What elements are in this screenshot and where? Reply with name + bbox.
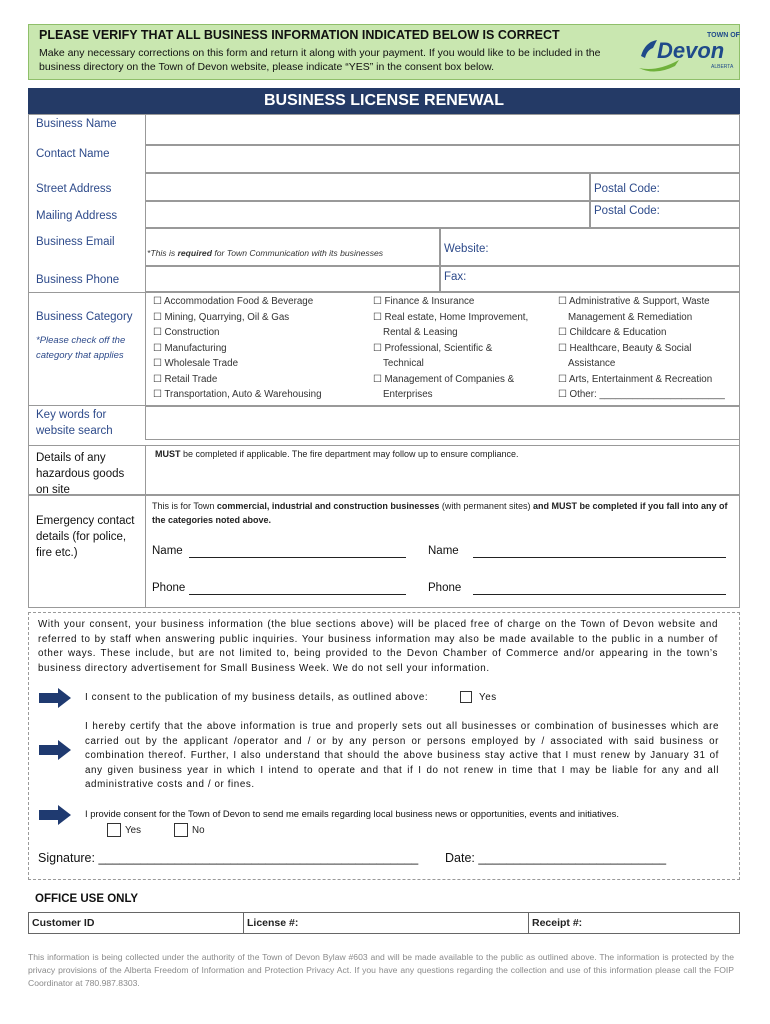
hazardous-label: Details of any hazardous goods on site: [36, 452, 125, 496]
certification-text: I hereby certify that the above information is true and properly sets out all businesses or combination of businesses which are carried out by the applicant /operator and / or by any person or persons employed by / associated with said business or combination thereof. Further, I also understand that should the above business stay active that I must renew by January 31 of any given business year in which I intend to operate and that if I do not renew in time that I may be liable for any and all administrative costs and / or fines.: [85, 721, 719, 790]
emergency-name-field-1[interactable]: [189, 557, 406, 558]
category-option[interactable]: ☐ Real estate, Home Improvement,: [373, 311, 529, 323]
category-option[interactable]: ☐ Mining, Quarrying, Oil & Gas: [153, 311, 290, 323]
consent-publication-text: I consent to the publication of my business details, as outlined above:: [85, 692, 429, 703]
website-label: Website:: [444, 243, 489, 255]
category-option[interactable]: ☐ Administrative & Support, Waste: [558, 296, 710, 307]
mailing-address-field[interactable]: [145, 201, 590, 228]
category-option[interactable]: ☐ Wholesale Trade: [153, 358, 239, 369]
business-category-label: Business Category: [36, 311, 133, 323]
category-option[interactable]: ☐ Healthcare, Beauty & Social: [558, 342, 692, 354]
arrow-icon: [38, 805, 72, 825]
arrow-icon: [38, 740, 72, 760]
emergency-name-field-2[interactable]: [473, 557, 726, 558]
svg-text:ALBERTA: ALBERTA: [711, 64, 734, 70]
category-option-cont: Management & Remediation: [568, 311, 693, 323]
email-consent-yes-checkbox[interactable]: [107, 823, 121, 837]
category-option[interactable]: ☐ Finance & Insurance: [373, 296, 475, 307]
category-option[interactable]: ☐ Professional, Scientific &: [373, 342, 493, 354]
town-of-devon-logo: [635, 28, 740, 78]
foip-notice: This information is being collected under the authority of the Town of Devon Bylaw #603 and will be made available to the public as outlined above. The information is protected by the privacy provisions of the Alberta Freedom of Information and Protection Privacy Act. If you have any questions regarding the collection and use of this information please call the FOIP Coordinator at 780.987.8303.: [28, 952, 734, 988]
emergency-phone-label-2: Phone: [428, 582, 462, 594]
verification-notice: [28, 24, 740, 80]
mailing-postal-code-field[interactable]: [590, 201, 740, 228]
contact-name-label: Contact Name: [36, 148, 110, 160]
emergency-note: This is for Town commercial, industrial and construction businesses (with permanent sites) and MUST be completed if you fall into any of the categories noted above.: [152, 501, 728, 525]
business-phone-label: Business Phone: [36, 274, 120, 286]
emergency-phone-label-1: Phone: [152, 582, 186, 594]
category-column-1: [153, 294, 322, 403]
contact-name-field[interactable]: [145, 145, 740, 173]
svg-text:TOWN OF: TOWN OF: [707, 32, 740, 39]
notice-body: Make any necessary corrections on this form and return it along with your payment. If you would like to be included in the business directory on the Town of Devon website, please indicate “YES” in the consent box below.: [39, 47, 601, 73]
emergency-name-label-1: Name: [152, 545, 183, 557]
fax-field[interactable]: [440, 266, 740, 292]
category-option[interactable]: ☐ Other: _______________________: [558, 389, 725, 400]
email-consent-yes-label: Yes: [125, 825, 141, 836]
emergency-label: Emergency contact details (for police, fire etc.): [36, 515, 135, 559]
arrow-icon: [38, 688, 72, 708]
keywords-label: Key words for website search: [36, 409, 113, 437]
category-option-cont: Rental & Leasing: [383, 327, 458, 338]
category-option[interactable]: ☐ Accommodation Food & Beverage: [153, 296, 314, 307]
business-email-field[interactable]: [145, 228, 440, 266]
category-column-2: [373, 294, 528, 403]
street-address-field[interactable]: [145, 173, 590, 201]
signature-line[interactable]: Signature: ______________________________________________: [38, 851, 419, 865]
emergency-name-label-2: Name: [428, 545, 459, 557]
emergency-phone-field-2[interactable]: [473, 594, 726, 595]
keywords-field[interactable]: [145, 406, 740, 440]
customer-id-label: Customer ID: [32, 917, 95, 929]
category-option[interactable]: ☐ Transportation, Auto & Warehousing: [153, 389, 322, 400]
hazardous-note: MUST be completed if applicable. The fire department may follow up to ensure compliance.: [155, 449, 519, 459]
date-line[interactable]: Date: ___________________________: [445, 851, 667, 865]
category-option-cont: Enterprises: [383, 389, 433, 400]
email-consent-no-label: No: [192, 825, 205, 836]
category-option[interactable]: ☐ Arts, Entertainment & Recreation: [558, 373, 713, 385]
mailing-address-label: Mailing Address: [36, 210, 118, 222]
consent-publication-yes: Yes: [479, 692, 497, 703]
category-option[interactable]: ☐ Construction: [153, 327, 220, 338]
consent-intro: With your consent, your business information (the blue sections above) will be placed free of charge on the Town of Devon website and referred to by staff when answering public inquiries. Your business information may also be made available to the public in a number of other ways. These include, but are not limited to, being provided to the Devon Chamber of Commerce and/or appearing in the town’s business directory advertisement for Small Business Week. We do not sell your information.: [38, 619, 718, 674]
emergency-phone-field-1[interactable]: [189, 594, 406, 595]
business-phone-field[interactable]: [145, 266, 440, 292]
category-option-cont: Technical: [383, 358, 424, 369]
category-option[interactable]: ☐ Childcare & Education: [558, 327, 667, 338]
mailing-postal-code-label: Postal Code:: [594, 205, 660, 217]
consent-publication-checkbox[interactable]: [460, 691, 472, 703]
license-number-label: License #:: [247, 917, 299, 929]
office-use-title: OFFICE USE ONLY: [35, 893, 139, 905]
fax-label: Fax:: [444, 271, 467, 283]
svg-text:Devon: Devon: [657, 38, 725, 63]
category-option[interactable]: ☐ Retail Trade: [153, 373, 218, 385]
business-name-field[interactable]: [145, 114, 740, 145]
website-field[interactable]: [440, 228, 740, 266]
email-consent-text: I provide consent for the Town of Devon to send me emails regarding local business news or opportunities, events and initiatives.: [85, 808, 619, 819]
email-required-note: *This is required for Town Communication with its businesses: [147, 248, 384, 258]
category-option[interactable]: ☐ Manufacturing: [153, 342, 227, 354]
postal-code-field[interactable]: [590, 173, 740, 201]
category-note: *Please check off the category that applies: [36, 335, 126, 361]
receipt-number-label: Receipt #:: [532, 917, 583, 929]
postal-code-label: Postal Code:: [594, 183, 660, 195]
business-email-label: Business Email: [36, 236, 115, 248]
office-use-table: [28, 912, 740, 934]
business-name-label: Business Name: [36, 118, 117, 130]
notice-title: PLEASE VERIFY THAT ALL BUSINESS INFORMATION INDICATED BELOW IS CORRECT: [39, 28, 560, 42]
category-column-3: [558, 294, 725, 403]
email-consent-no-checkbox[interactable]: [174, 823, 188, 837]
category-option-cont: Assistance: [568, 358, 616, 369]
form-title: BUSINESS LICENSE RENEWAL: [28, 88, 740, 114]
street-address-label: Street Address: [36, 183, 112, 195]
category-option[interactable]: ☐ Management of Companies &: [373, 373, 515, 385]
